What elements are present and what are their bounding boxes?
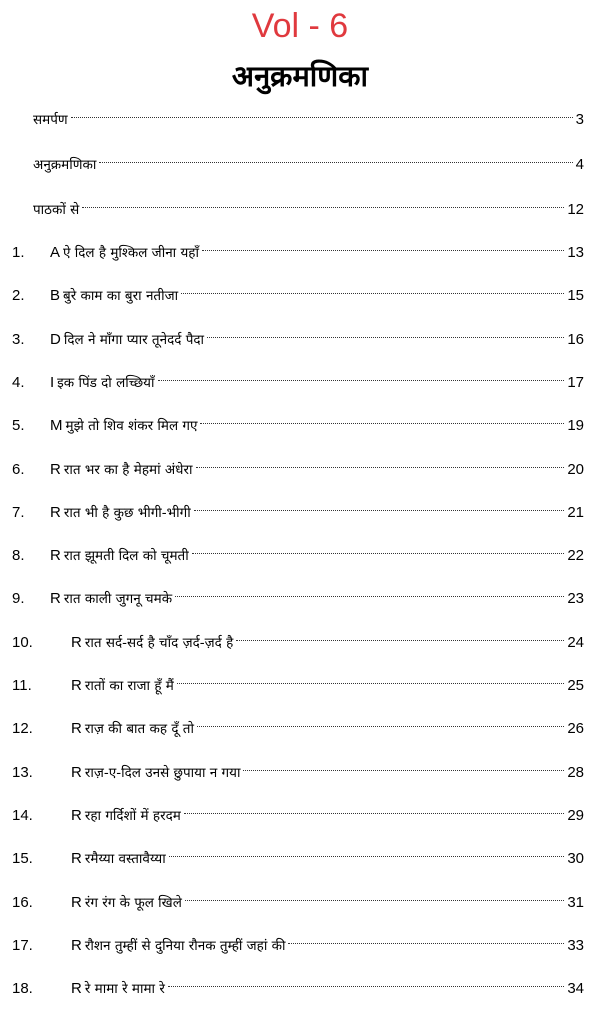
toc-title: समर्पण <box>33 112 68 128</box>
entry-number: 8. <box>12 547 25 564</box>
toc-row[interactable] <box>0 803 600 829</box>
toc-title: रात काली जुगनू चमके <box>63 591 173 607</box>
dot-leader <box>184 813 564 814</box>
index-letter: R <box>71 720 82 737</box>
index-letter: R <box>71 980 82 997</box>
toc-title: दिल ने माँगा प्यार तूनेदर्द पैदा <box>63 332 205 348</box>
dot-leader <box>243 770 564 771</box>
toc-row[interactable] <box>0 107 600 133</box>
dot-leader <box>185 900 564 901</box>
toc-row[interactable] <box>0 586 600 612</box>
toc-title: रमैय्या वस्तावैय्या <box>84 851 166 867</box>
toc-row[interactable] <box>0 413 600 439</box>
dot-leader <box>202 250 564 251</box>
toc-entry <box>71 673 584 699</box>
toc-title: रातों का राजा हूँ मैं <box>84 678 174 694</box>
index-letter: R <box>71 764 82 781</box>
toc-page-number: 21 <box>567 504 584 521</box>
dot-leader <box>181 293 564 294</box>
toc-entry <box>71 803 584 829</box>
toc-entry <box>50 240 584 266</box>
dot-leader <box>236 640 564 641</box>
toc-entry <box>33 107 584 133</box>
toc-row[interactable] <box>0 543 600 569</box>
entry-number: 18. <box>12 980 33 997</box>
toc-row[interactable] <box>0 152 600 178</box>
index-letter: R <box>50 504 61 521</box>
index-letter: R <box>71 634 82 651</box>
toc-page-number: 15 <box>567 287 584 304</box>
toc-page-number: 20 <box>567 461 584 478</box>
toc-title: अनुक्रमणिका <box>33 157 97 173</box>
toc-page-number: 17 <box>567 374 584 391</box>
entry-number: 13. <box>12 764 33 781</box>
toc-title: ऐ दिल है मुश्किल जीना यहाँ <box>63 245 199 261</box>
entry-number: 12. <box>12 720 33 737</box>
toc-title: रात सर्द-सर्द है चाँद ज़र्द-ज़र्द है <box>84 635 234 651</box>
toc-page-number: 13 <box>567 244 584 261</box>
toc-row[interactable] <box>0 327 600 353</box>
toc-entry <box>50 370 584 396</box>
toc-entry <box>50 543 584 569</box>
dot-leader <box>168 986 564 987</box>
dot-leader <box>288 943 564 944</box>
entry-number: 14. <box>12 807 33 824</box>
toc-page-number: 22 <box>567 547 584 564</box>
toc-page-number: 30 <box>567 850 584 867</box>
toc-row[interactable] <box>0 457 600 483</box>
index-letter: R <box>50 590 61 607</box>
toc-entry <box>50 283 584 309</box>
index-letter: R <box>50 547 61 564</box>
entry-number: 7. <box>12 504 25 521</box>
entry-number: 15. <box>12 850 33 867</box>
toc-page-number: 33 <box>567 937 584 954</box>
page-title: अनुक्रमणिका <box>231 59 369 93</box>
toc-title: रंग रंग के फूल खिले <box>84 895 182 911</box>
entry-number: 6. <box>12 461 25 478</box>
toc-page-number: 16 <box>567 331 584 348</box>
toc-entry <box>33 197 584 223</box>
toc-row[interactable] <box>0 283 600 309</box>
toc-row[interactable] <box>0 673 600 699</box>
dot-leader <box>71 117 573 118</box>
toc-row[interactable] <box>0 933 600 959</box>
toc-page-number: 25 <box>567 677 584 694</box>
toc-entry <box>71 933 584 959</box>
toc-entry <box>50 327 584 353</box>
toc-title: रात भर का है मेहमां अंधेरा <box>63 462 193 478</box>
toc-title: बुरे काम का बुरा नतीजा <box>63 288 179 304</box>
entry-number: 16. <box>12 894 33 911</box>
index-letter: I <box>50 374 55 391</box>
toc-row[interactable] <box>0 976 600 1002</box>
dot-leader <box>158 380 565 381</box>
index-letter: R <box>71 677 82 694</box>
entry-number: 3. <box>12 331 25 348</box>
toc-title: राज़ की बात कह दूँ तो <box>84 721 194 737</box>
dot-leader <box>196 467 565 468</box>
toc-row[interactable] <box>0 197 600 223</box>
toc-row[interactable] <box>0 240 600 266</box>
toc-entry <box>71 760 584 786</box>
toc-title: रे मामा रे मामा रे <box>84 981 165 997</box>
toc-title: इक पिंड दो लच्छियाँ <box>57 375 155 391</box>
index-letter: D <box>50 331 61 348</box>
dot-leader <box>197 726 564 727</box>
entry-number: 11. <box>12 677 32 694</box>
toc-page-number: 34 <box>567 980 584 997</box>
toc-row[interactable] <box>0 716 600 742</box>
entry-number: 5. <box>12 417 25 434</box>
toc-title: रहा गर्दिशों में हरदम <box>84 808 181 824</box>
toc-entry <box>71 890 584 916</box>
toc-page-number: 24 <box>567 634 584 651</box>
index-letter: R <box>71 807 82 824</box>
entry-number: 2. <box>12 287 25 304</box>
toc-page-number: 3 <box>575 111 584 128</box>
index-letter: R <box>50 461 61 478</box>
dot-leader <box>177 683 564 684</box>
toc-title: रात झूमती दिल को चूमती <box>63 548 189 564</box>
toc-entry <box>71 716 584 742</box>
entry-number: 10. <box>12 634 33 651</box>
entry-number: 4. <box>12 374 25 391</box>
toc-title: रौशन तुम्हीं से दुनिया रौनक तुम्हीं जहां की <box>84 938 286 954</box>
toc-entry <box>50 413 584 439</box>
volume-heading: Vol - 6 <box>251 7 349 45</box>
toc-title: मुझे तो शिव शंकर मिल गए <box>65 418 198 434</box>
index-letter: A <box>50 244 61 261</box>
toc-page-number: 26 <box>567 720 584 737</box>
index-letter: M <box>50 417 63 434</box>
index-letter: B <box>50 287 61 304</box>
toc-page-number: 4 <box>575 156 584 173</box>
toc-row[interactable] <box>0 370 600 396</box>
toc-page-number: 12 <box>567 201 584 218</box>
toc-row[interactable] <box>0 500 600 526</box>
dot-leader <box>192 553 565 554</box>
toc-row[interactable] <box>0 630 600 656</box>
toc-entry <box>33 152 584 178</box>
toc-title: राज़-ए-दिल उनसे छुपाया न गया <box>84 765 241 781</box>
entry-number: 1. <box>12 244 25 261</box>
toc-entry <box>50 500 584 526</box>
toc-title: रात भी है कुछ भीगी-भीगी <box>63 505 191 521</box>
toc-page-number: 29 <box>567 807 584 824</box>
dot-leader <box>207 337 564 338</box>
dot-leader <box>175 596 564 597</box>
index-letter: R <box>71 850 82 867</box>
toc-page-number: 28 <box>567 764 584 781</box>
toc-page-number: 19 <box>567 417 584 434</box>
entry-number: 17. <box>12 937 33 954</box>
toc-page-number: 31 <box>567 894 584 911</box>
toc-row[interactable] <box>0 760 600 786</box>
dot-leader <box>82 207 564 208</box>
toc-page-number: 23 <box>567 590 584 607</box>
toc-entry <box>71 846 584 872</box>
toc-title: पाठकों से <box>33 202 80 218</box>
index-letter: R <box>71 894 82 911</box>
toc-entry <box>71 976 584 1002</box>
toc-entry <box>50 586 584 612</box>
entry-number: 9. <box>12 590 25 607</box>
dot-leader <box>194 510 565 511</box>
toc-row[interactable] <box>0 846 600 872</box>
toc-row[interactable] <box>0 890 600 916</box>
toc-entry <box>50 457 584 483</box>
toc-entry <box>71 630 584 656</box>
dot-leader <box>99 162 572 163</box>
index-letter: R <box>71 937 82 954</box>
dot-leader <box>200 423 564 424</box>
dot-leader <box>169 856 565 857</box>
